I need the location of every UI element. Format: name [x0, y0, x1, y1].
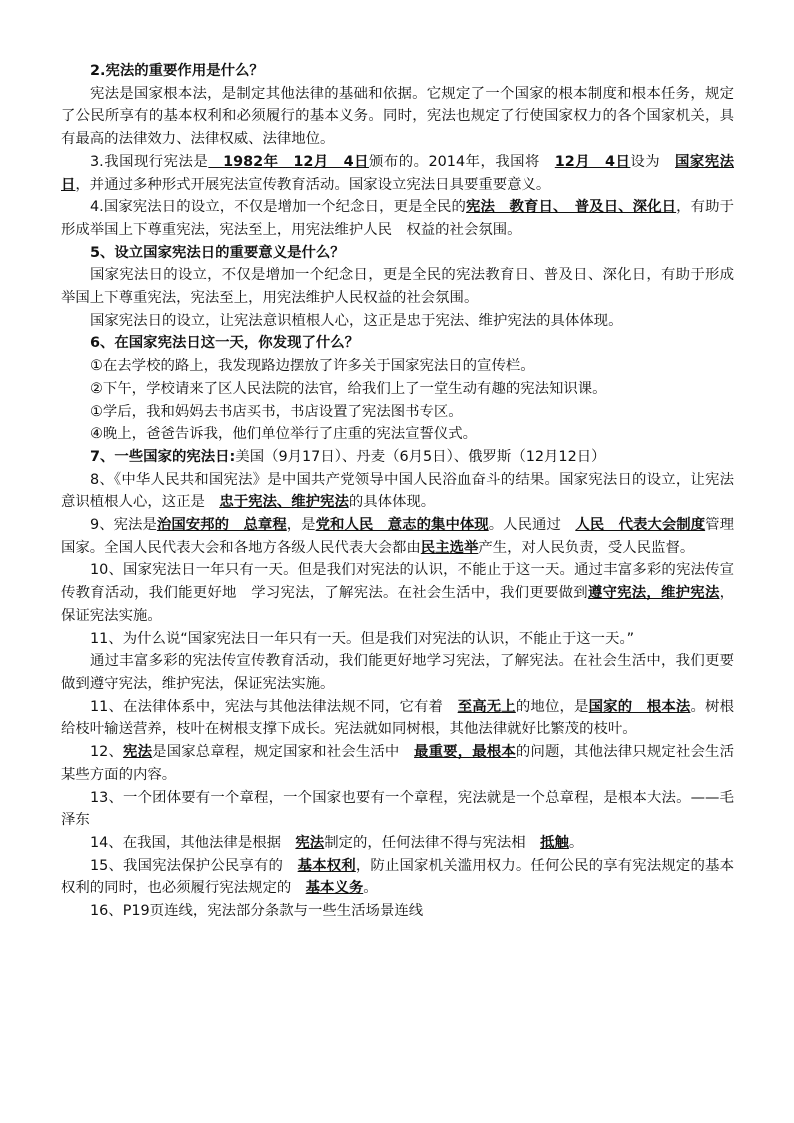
text: 4.国家宪法日的设立，不仅是增加一个纪念日，更是全民的 — [90, 199, 467, 216]
item-4 — [61, 196, 734, 241]
text: ，保证宪法实施。 — [61, 585, 734, 624]
blank-election: 民主选举 — [420, 539, 479, 556]
item-11-question: 11、为什么说“国家宪法日一年只有一天。但是我们对宪法的认识，不能止于这一天。” — [90, 630, 635, 647]
text: 的问题，其他法律只规定社会生活 某些方面的内容。 — [61, 744, 749, 783]
text: 是国家总章程，规定国家和社会生活中 — [152, 744, 415, 761]
text: 设为 — [630, 153, 675, 170]
text: ，有助于形成举国上下尊重宪法，宪法至上，用宪法维护人民 权益的社会氛围。 — [61, 199, 734, 238]
blank-constitution: 宪法 — [123, 744, 153, 761]
heading-q5: 5、设立国家宪法日的重要意义是什么？ — [90, 244, 345, 261]
item-13: 13、一个团体要有一个章程，一个国家也要有一个章程，宪法就是一个总章程，是根本大法。——毛泽东 — [61, 789, 734, 829]
blank-will: 党和人民 意志的集中体现 — [315, 517, 489, 534]
heading-q6: 6、在国家宪法日这一天，你发现了什么？ — [90, 335, 360, 352]
text: 制定的，任何法律不得与宪法相 — [324, 834, 541, 851]
text: 。人民通过 — [488, 517, 576, 534]
list-item: ④晚上，爸爸告诉我，他们单位举行了庄重的宪法宣誓仪式。 — [90, 426, 478, 443]
item-14 — [61, 832, 734, 855]
blank-fundamental-law: 国家的 根本法 — [588, 698, 691, 715]
item-11-answer: 通过丰富多彩的宪法传宣传教育活动，我们能更好地学习宪法，了解宪法。在社会生活中，我们更要做到遵守宪法，维护宪法，保证宪法实施。 — [61, 653, 734, 692]
text: 的地位，是 — [515, 698, 589, 715]
text: ，并通过多种形式开展宪法宣传教育活动。国家设立宪法日具要重要意义。 — [75, 176, 551, 193]
text: 美国（9月17日）、丹麦（6月5日）、俄罗斯（12月12日） — [235, 448, 606, 465]
text: 。树根给枝叶输送营养，枝叶在树根支撑下成长。宪法就如同树根，其他法律就好比繁茂的枝叶。 — [61, 698, 734, 738]
text: 。 — [568, 834, 584, 851]
text: ，是 — [286, 517, 316, 534]
heading-q2: 2.宪法的重要作用是什么？ — [90, 63, 264, 79]
blank-basic-rights: 基本权利 — [297, 857, 356, 874]
text: 11、在法律体系中，宪法与其他法律法规不同，它有着 — [90, 698, 458, 715]
blank-supreme: 至高无上 — [457, 698, 516, 715]
blank-most-important: 最重要，最根本 — [414, 744, 516, 761]
blank-loyalty: 忠于宪法、维护宪法 — [219, 494, 349, 511]
list-item: ①学后，我和妈妈去书店买书，书店设置了宪法图书专区。 — [90, 403, 463, 420]
blank-constitution: 宪法 — [295, 834, 325, 851]
blank-date-promulgated: 1982年 12月 4日 — [208, 153, 370, 170]
item-7 — [61, 446, 734, 469]
blank-obey: 遵守宪法，维护宪法 — [587, 585, 720, 602]
text: 14、在我国，其他法律是根据 — [90, 834, 296, 851]
text: 的具体体现。 — [348, 494, 436, 511]
answer-q5-p2: 国家宪法日的设立，让宪法意识植根人心，这正是忠于宪法、维护宪法的具体体现。 — [90, 312, 623, 329]
text: 。 — [363, 880, 378, 897]
item-12 — [61, 741, 749, 786]
item-15 — [61, 855, 734, 900]
blank-conflict: 抵触 — [540, 834, 569, 851]
list-item: ②下午，学校请来了区人民法院的法官，给我们上了一堂生动有趣的宪法知识课。 — [90, 380, 607, 397]
text: 管理国家。全国人民代表大会和各地方各级人民代表大会都由 — [61, 517, 734, 556]
text: 8、《中华人民共和国宪法》是中国共产党领导中国人民浴血奋斗的结果。国家宪法日的设立，让宪法意识植根人心，这正是 — [61, 471, 734, 511]
item-8 — [61, 469, 734, 514]
item-9 — [61, 514, 734, 559]
blank-congress-system: 人民 代表大会制度 — [575, 517, 706, 534]
blank-education-day: 宪法 教育日、 普及日、深化日 — [466, 199, 677, 216]
heading-q7: 7、一些国家的宪法日: — [90, 448, 236, 465]
text: 颁布的。2014年，我国将 — [369, 153, 555, 170]
blank-basic-duties: 基本义务 — [305, 880, 364, 897]
item-3 — [61, 151, 734, 196]
blank-general-charter: 治国安邦的 总章程 — [156, 517, 287, 534]
text: 12、 — [90, 744, 124, 761]
answer-q5-p1: 国家宪法日的设立，不仅是增加一个纪念日，更是全民的宪法教育日、普及日、深化日，有助于形成举国上下尊重宪法，宪法至上，用宪法维护人民权益的社会氛围。 — [61, 267, 734, 307]
text: 15、我国宪法保护公民享有的 — [90, 857, 298, 874]
text: 9、宪法是 — [90, 517, 157, 534]
text: 3.我国现行宪法是 — [90, 153, 209, 170]
text: ，防止国家机关滥用权力。任何公民的享有宪法规定的基本权利的同时，也必须履行宪法规定的 — [61, 857, 734, 897]
list-item: ①在去学校的路上，我发现路边摆放了许多关于国家宪法日的宣传栏。 — [90, 358, 535, 375]
item-10 — [61, 559, 734, 627]
text: 产生，对人民负责，受人民监督。 — [478, 539, 695, 556]
item-11b — [61, 696, 734, 741]
item-16: 16、P19页连线，宪法部分条款与一些生活场景连线 — [90, 903, 424, 920]
answer-q2: 宪法是国家根本法，是制定其他法律的基础和依据。它规定了一个国家的根本制度和根本任务，规定了公民所享有的基本权利和必须履行的基本义务。同时，宪法也规定了行使国家权力的各个国家机关，具有最高的法律效力、法律权威、法律地位。 — [61, 85, 734, 148]
blank-date: 12月 4日 — [554, 153, 631, 170]
text: 10、国家宪法日一年只有一天。但是我们对宪法的认识，不能止于这一天。通过丰富多彩的宪法传宣传教育活动，我们能更好地 学习宪法，了解宪法。在社会生活中，我们更要做到 — [61, 562, 734, 602]
blank-constitution-day: 国家宪法日 — [61, 153, 734, 193]
